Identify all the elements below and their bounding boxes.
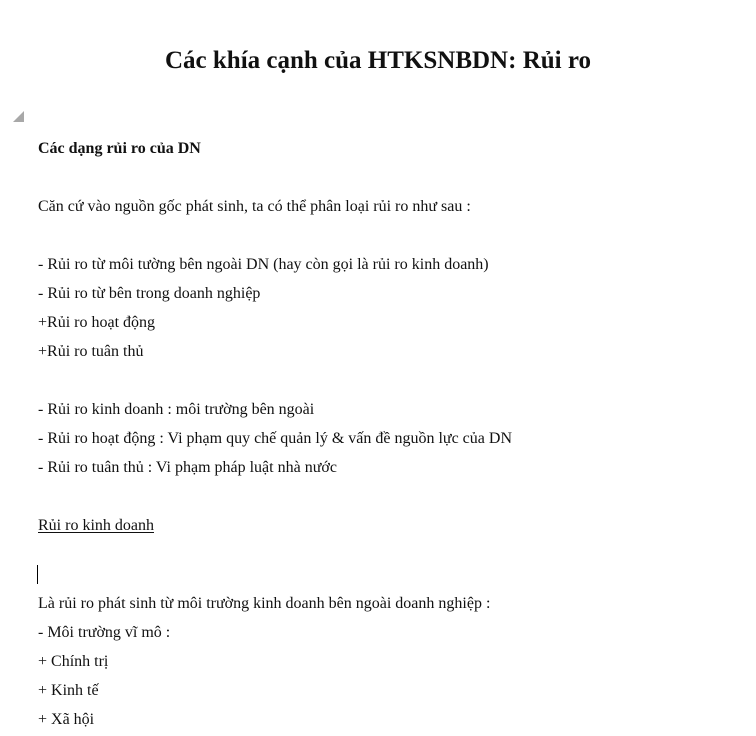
list-item-compliance-risk: +Rủi ro tuân thủ (38, 343, 144, 360)
text-cursor (37, 565, 38, 584)
list-item-business-risk-def: - Rủi ro kinh doanh : môi trường bên ngoài (38, 401, 315, 418)
subheading-business-risk: Rủi ro kinh doanh (38, 517, 154, 534)
list-item-politics: + Chính trị (38, 653, 109, 670)
list-item-operational-risk: +Rủi ro hoạt động (38, 314, 156, 331)
list-item-society: + Xã hội (38, 711, 95, 728)
list-item-compliance-risk-def: - Rủi ro tuân thủ : Vi phạm pháp luật nhà nước (38, 459, 337, 476)
list-item-external-risk: - Rủi ro từ môi tường bên ngoài DN (hay còn gọi là rủi ro kinh doanh) (38, 256, 489, 273)
list-item-operational-risk-def: - Rủi ro hoạt động : Vi phạm quy chế quản lý & vấn đề nguồn lực của DN (38, 430, 512, 447)
list-item-internal-risk: - Rủi ro từ bên trong doanh nghiệp (38, 285, 261, 302)
section-heading-risk-types: Các dạng rủi ro của DN (38, 140, 201, 157)
list-item-economy: + Kinh tế (38, 682, 99, 699)
business-risk-definition: Là rủi ro phát sinh từ môi trường kinh doanh bên ngoài doanh nghiệp : (38, 595, 491, 612)
page-corner-marker-icon (13, 111, 24, 122)
intro-paragraph: Căn cứ vào nguồn gốc phát sinh, ta có thể phân loại rủi ro như sau : (38, 198, 471, 215)
list-item-macro-environment: - Môi trường vĩ mô : (38, 624, 171, 641)
page-title: Các khía cạnh của HTKSNBDN: Rủi ro (165, 47, 591, 74)
